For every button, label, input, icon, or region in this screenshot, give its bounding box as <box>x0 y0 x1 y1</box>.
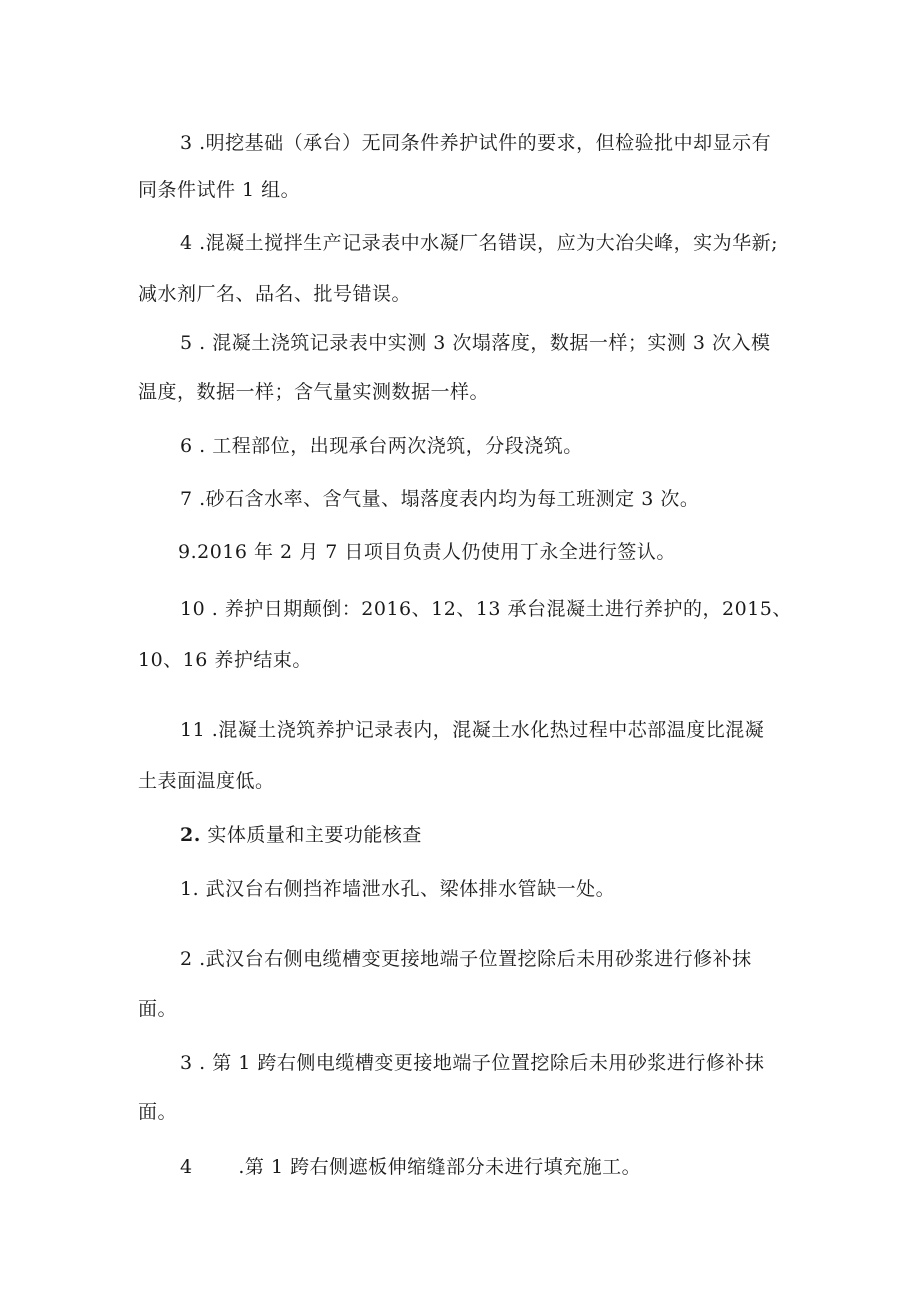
item-4-line-2: 减水剂厂名、品名、批号错误。 <box>138 283 412 305</box>
section-2-item-1-line-1: 1. 武汉台右侧挡祚墙泄水孔、梁体排水管缺一处。 <box>180 878 616 900</box>
section-2-title: 实体质量和主要功能核查 <box>200 824 422 846</box>
item-3-line-2: 同条件试件 1 组。 <box>138 179 301 201</box>
item-4-line-1: 4 .混凝土搅拌生产记录表中水凝厂名错误，应为大冶尖峰，实为华新; <box>180 232 779 254</box>
section-2-heading <box>180 823 422 847</box>
section-2-item-2-line-2: 面。 <box>138 998 178 1020</box>
item-5-line-2: 温度，数据一样；含气量实测数据一样。 <box>138 381 490 403</box>
item-3-line-1: 3 .明挖基础（承台）无同条件养护试件的要求，但检验批中却显示有 <box>180 132 772 154</box>
item-11-line-1: 11 .混凝土浇筑养护记录表内，混凝土水化热过程中芯部温度比混凝 <box>180 719 765 741</box>
item-10-line-1: 10 . 养护日期颠倒：2016、12、13 承台混凝土进行养护的，2015、 <box>180 598 792 620</box>
item-11-line-2: 土表面温度低。 <box>138 770 275 792</box>
item-5-line-1: 5 . 混凝土浇筑记录表中实测 3 次塌落度，数据一样；实测 3 次入模 <box>180 332 771 354</box>
section-2-item-3-line-1: 3 . 第 1 跨右侧电缆槽变更接地端子位置挖除后未用砂浆进行修补抹 <box>180 1052 765 1074</box>
item-10-line-2: 10、16 养护结束。 <box>138 649 312 671</box>
item-7-line-1: 7 .砂石含水率、含气量、塌落度表内均为每工班测定 3 次。 <box>180 488 700 510</box>
item-6-line-1: 6 . 工程部位，出现承台两次浇筑，分段浇筑。 <box>180 435 583 457</box>
item-9-line-1: 9.2016 年 2 月 7 日项目负责人仍使用丁永全进行签认。 <box>178 541 676 563</box>
section-2-number: 2. <box>180 824 201 846</box>
section-2-item-2-line-1: 2 .武汉台右侧电缆槽变更接地端子位置挖除后未用砂浆进行修补抹 <box>180 948 752 970</box>
section-2-item-4-line-1: 4 .第 1 跨右侧遮板伸缩缝部分未进行填充施工。 <box>180 1156 642 1178</box>
section-2-item-3-line-2: 面。 <box>138 1101 178 1123</box>
